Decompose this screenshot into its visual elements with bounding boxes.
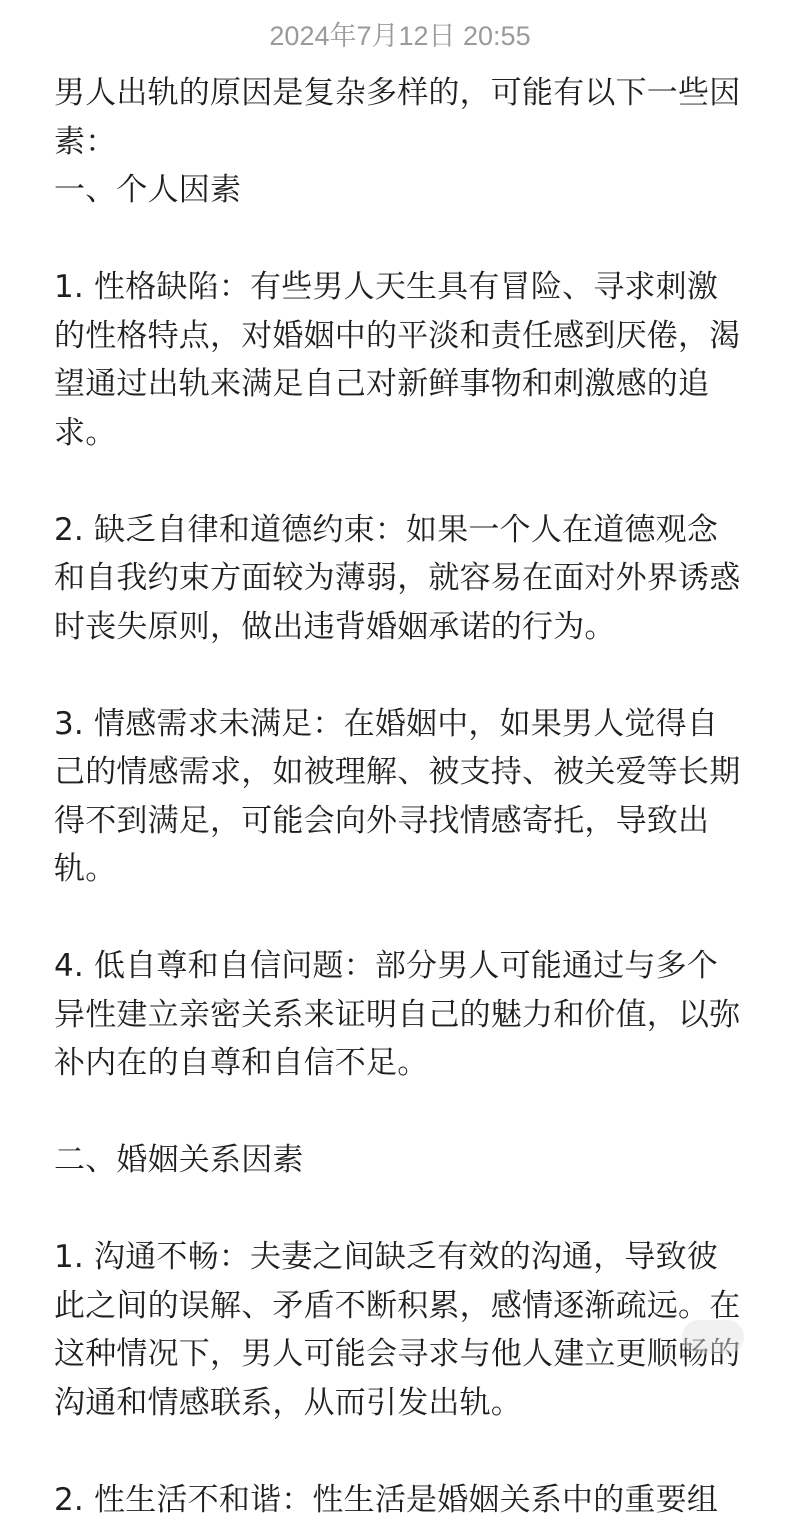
note-paragraph: 男人出轨的原因是复杂多样的，可能有以下一些因素： bbox=[54, 69, 744, 166]
note-paragraph: 1. 性格缺陷：有些男人天生具有冒险、寻求刺激的性格特点，对婚姻中的平淡和责任感到厌倦，渴望通过出轨来满足自己对新鲜事物和刺激感的追求。 bbox=[54, 263, 744, 457]
note-body[interactable] bbox=[54, 69, 744, 1524]
blank-line bbox=[54, 215, 744, 264]
section-heading: 一、个人因素 bbox=[54, 166, 744, 215]
note-paragraph: 3. 情感需求未满足：在婚姻中，如果男人觉得自己的情感需求，如被理解、被支持、被关爱等长期得不到满足，可能会向外寻找情感寄托，导致出轨。 bbox=[54, 700, 744, 894]
blank-line bbox=[54, 1185, 744, 1234]
note-paragraph: 1. 沟通不畅：夫妻之间缺乏有效的沟通，导致彼此之间的误解、矛盾不断积累，感情逐渐疏远。在这种情况下，男人可能会寻求与他人建立更顺畅的沟通和情感联系，从而引发出轨。 bbox=[54, 1233, 744, 1427]
note-timestamp: 2024年7月12日 20:55 bbox=[0, 16, 800, 56]
blank-line bbox=[54, 894, 744, 943]
blank-line bbox=[54, 1427, 744, 1476]
section-heading: 二、婚姻关系因素 bbox=[54, 1136, 744, 1185]
blank-line bbox=[54, 1088, 744, 1137]
note-paragraph: 2. 性生活不和谐：性生活是婚姻关系中的重要组 bbox=[54, 1476, 744, 1524]
blank-line bbox=[54, 457, 744, 506]
note-paragraph: 2. 缺乏自律和道德约束：如果一个人在道德观念和自我约束方面较为薄弱，就容易在面对外界诱惑时丧失原则，做出违背婚姻承诺的行为。 bbox=[54, 506, 744, 652]
watermark-logo bbox=[682, 1320, 744, 1354]
note-paragraph: 4. 低自尊和自信问题：部分男人可能通过与多个异性建立亲密关系来证明自己的魅力和价值，以弥补内在的自尊和自信不足。 bbox=[54, 942, 744, 1088]
blank-line bbox=[54, 651, 744, 700]
